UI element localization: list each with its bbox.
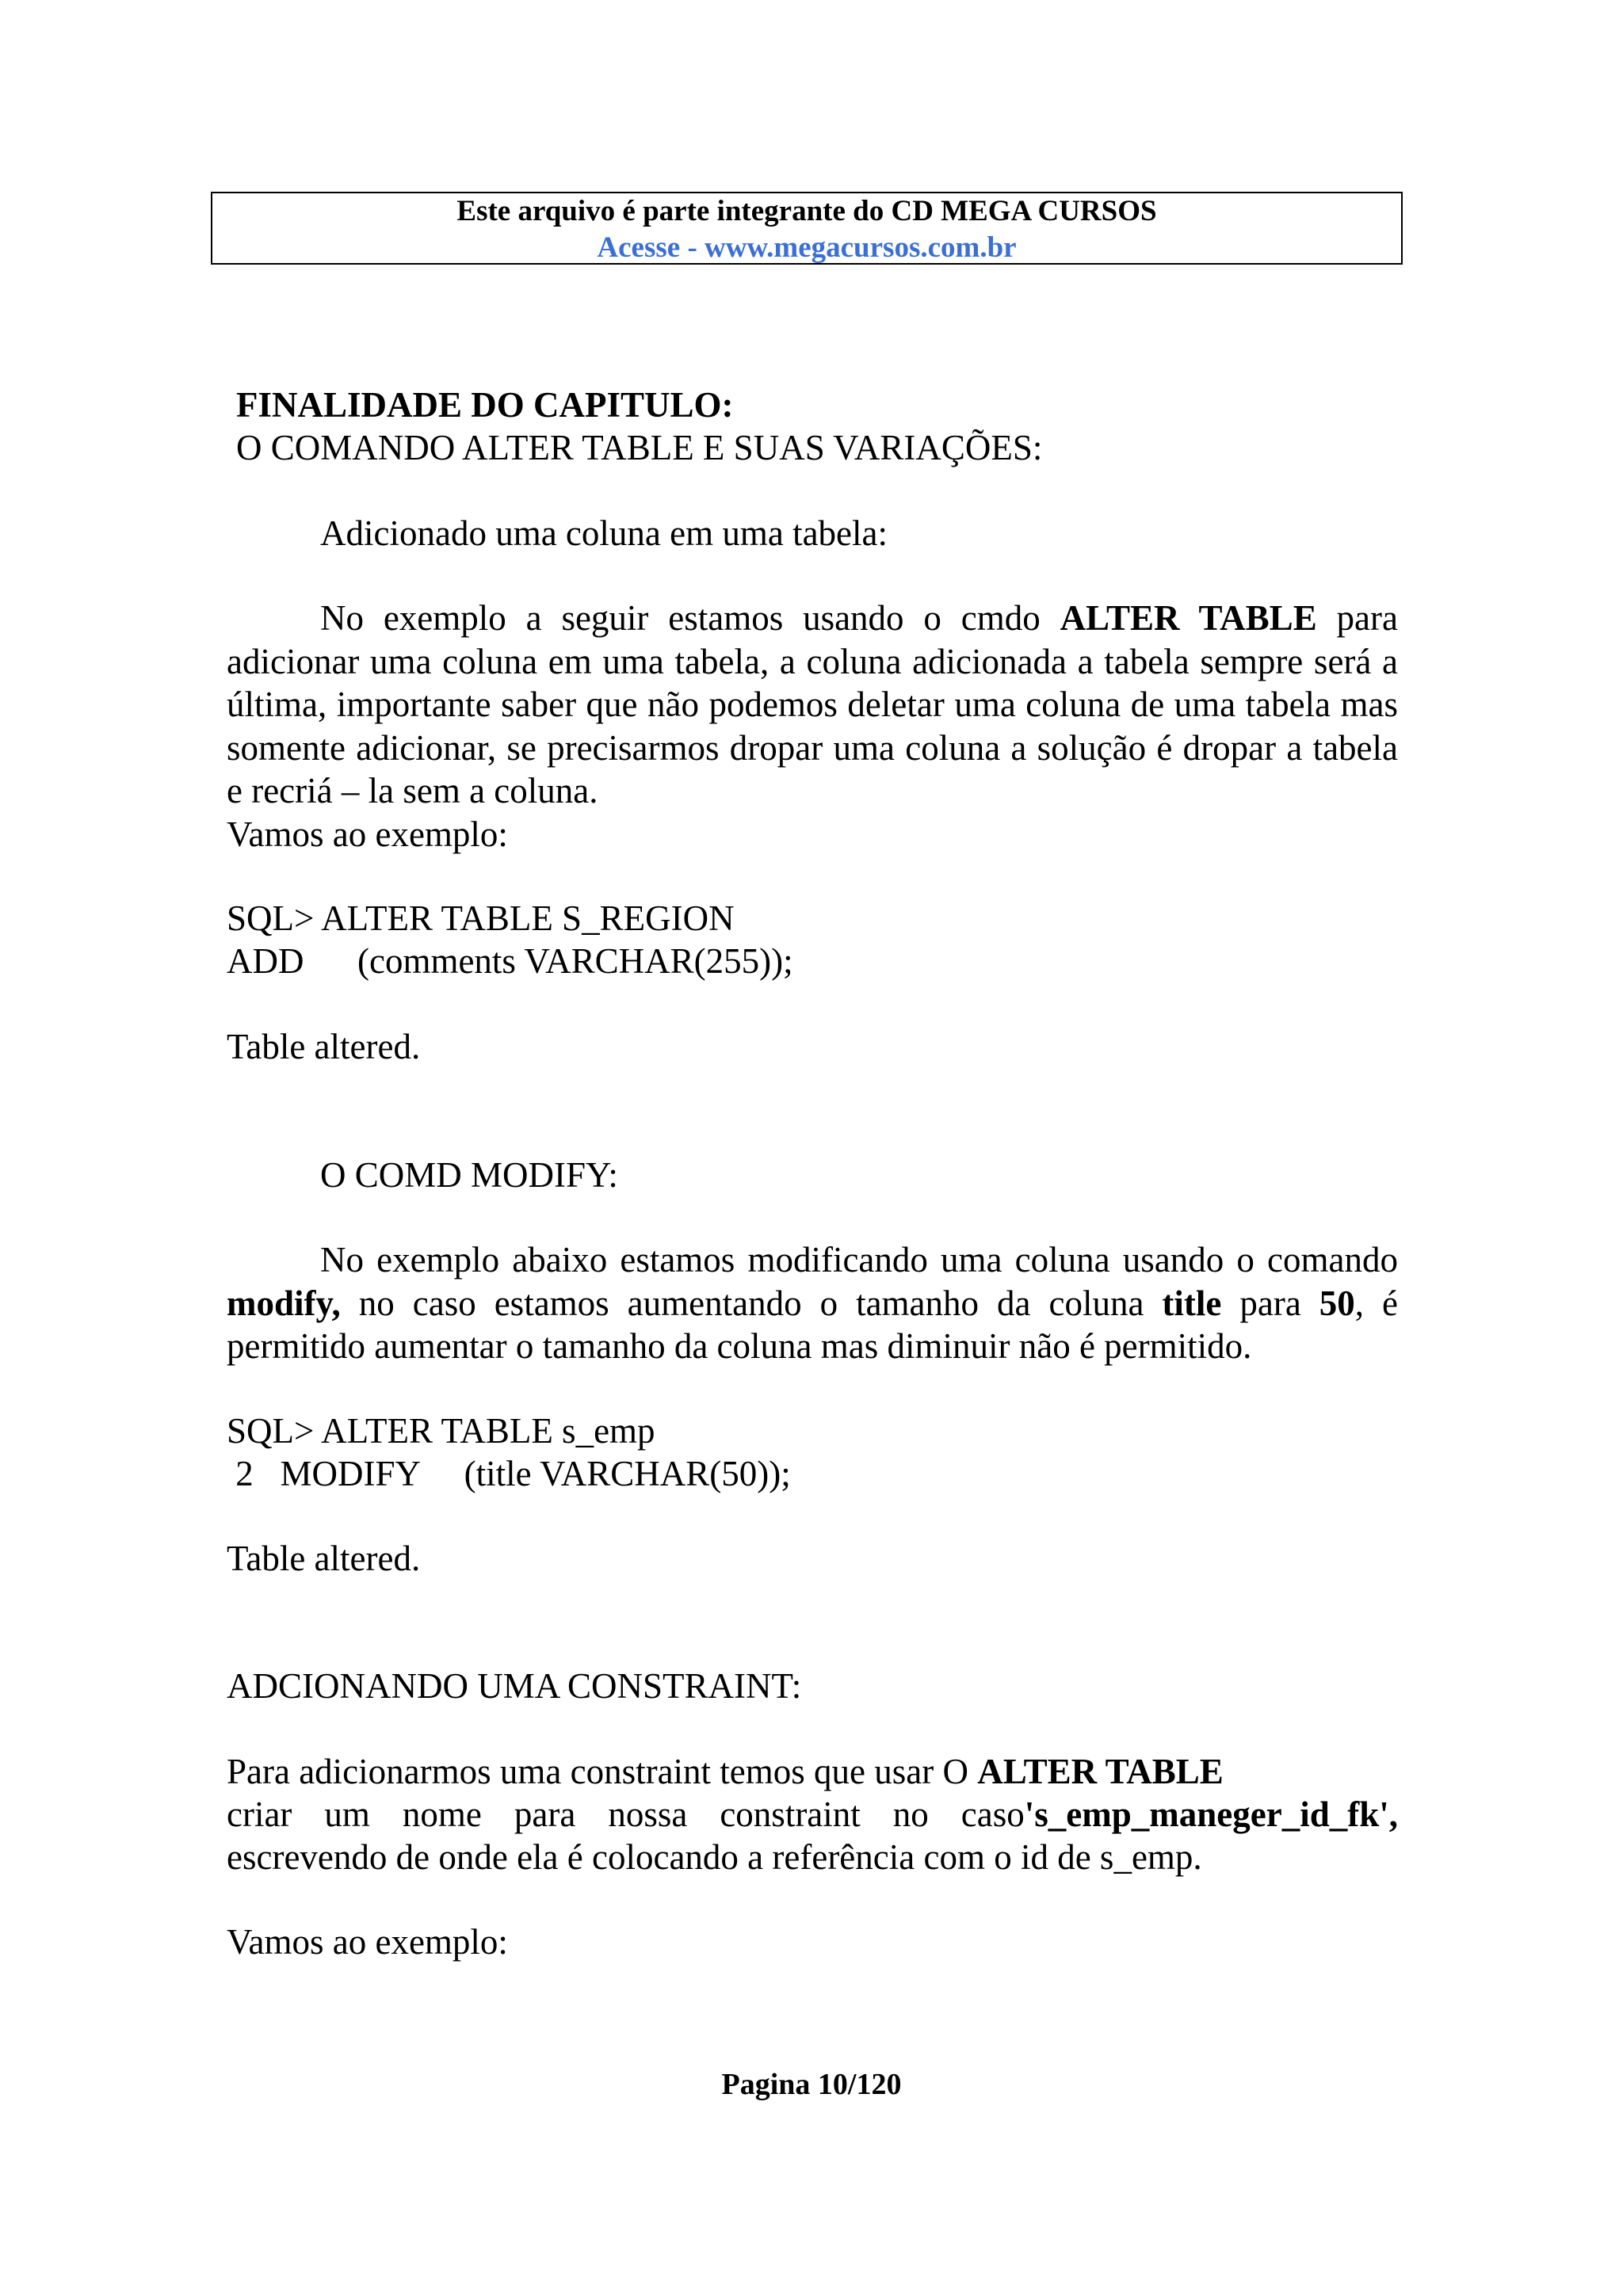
constraint-line: [227, 1793, 1398, 1836]
header-title: Este arquivo é parte integrante do CD MEGA CURSOS: [456, 195, 1157, 227]
result-text: Table altered.: [227, 1027, 421, 1066]
example-intro: Vamos ao exemplo:: [227, 1922, 508, 1962]
paragraph-bold-text: title: [1162, 1283, 1222, 1323]
paragraph-text: para: [1221, 1283, 1319, 1323]
code-line: ADD (comments VARCHAR(255));: [227, 941, 793, 981]
chapter-subtitle: O COMANDO ALTER TABLE E SUAS VARIAÇÕES:: [236, 428, 1043, 467]
paragraph-bold-text: modify,: [227, 1283, 341, 1323]
constraint-line: [227, 1750, 1224, 1793]
paragraph-text: Para adicionarmos uma constraint temos que usar O: [227, 1752, 978, 1791]
paragraph-add-column: [227, 597, 1398, 813]
header-banner: [211, 192, 1403, 265]
paragraph-text: , é permitido aumentar o tamanho da coluna mas diminuir não é permitido.: [227, 1283, 1399, 1366]
section-title-constraint: ADCIONANDO UMA CONSTRAINT:: [227, 1666, 802, 1706]
header-link[interactable]: Acesse - www.megacursos.com.br: [597, 231, 1017, 264]
paragraph-text: No exemplo abaixo estamos modificando uma coluna usando o comando: [320, 1240, 1398, 1280]
paragraph-text: criar um nome para nossa constraint no caso: [227, 1794, 1025, 1834]
paragraph-bold-text: 's_emp_maneger_id_fk',: [1024, 1794, 1398, 1834]
section-title-modify: O COMD MODIFY:: [320, 1155, 618, 1195]
paragraph-text: no caso estamos aumentando o tamanho da coluna: [340, 1283, 1163, 1323]
paragraph-text: para adicionar uma coluna em uma tabela, a coluna adicionada a tabela sempre será a última, importante saber que não podemos deletar uma coluna de uma tabela mas somente adicionar, se precisarmos dropar uma coluna a solução é dropar a tabela e recriá – la sem a coluna.: [227, 598, 1398, 810]
paragraph-bold-text: ALTER TABLE: [977, 1752, 1224, 1791]
code-line: 2 MODIFY (title VARCHAR(50));: [227, 1454, 791, 1493]
constraint-line: escrevendo de onde ela é colocando a referência com o id de s_emp.: [227, 1837, 1202, 1877]
code-line: SQL> ALTER TABLE S_REGION: [227, 898, 735, 938]
result-text: Table altered.: [227, 1539, 421, 1578]
example-intro: Vamos ao exemplo:: [227, 814, 508, 854]
page-number: Pagina 10/120: [721, 2068, 902, 2101]
paragraph-text: No exemplo a seguir estamos usando o cmdo: [320, 598, 1060, 638]
section-title-add-column: Adicionado uma coluna em uma tabela:: [320, 513, 888, 553]
paragraph-bold-text: ALTER TABLE: [1060, 598, 1317, 638]
paragraph-bold-text: 50: [1319, 1283, 1355, 1323]
code-line: SQL> ALTER TABLE s_emp: [227, 1411, 655, 1451]
paragraph-modify: [227, 1238, 1398, 1368]
chapter-heading: FINALIDADE DO CAPITULO:: [236, 385, 734, 425]
